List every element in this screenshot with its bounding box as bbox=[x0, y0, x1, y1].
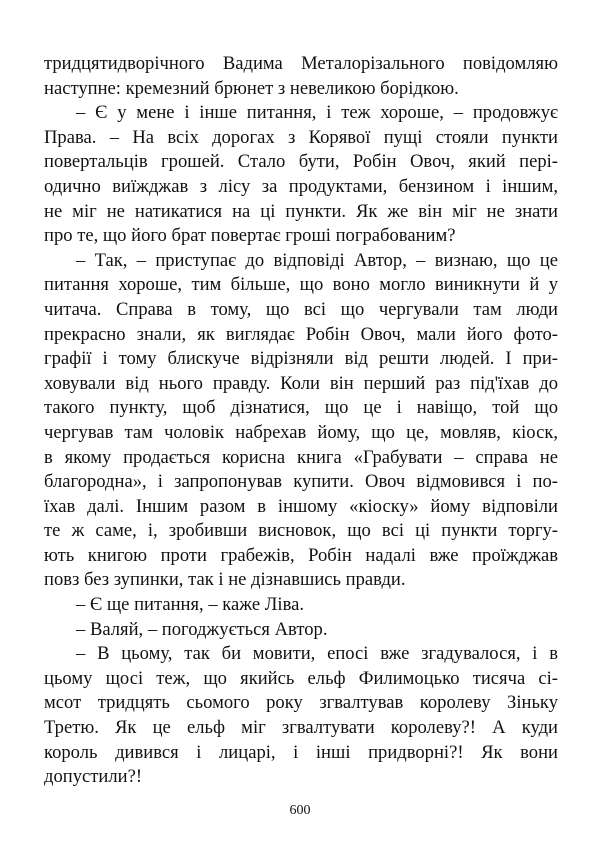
text-line: не міг не натикатися на ці пункти. Як же він міг не знати bbox=[44, 200, 558, 222]
text-line: питання хороше, тим більше, що воно могло виникнути й у bbox=[44, 274, 558, 296]
text-line: графії і тому блискуче відрізняли від решти людей. І при- bbox=[44, 348, 558, 370]
paragraph bbox=[44, 593, 558, 618]
text-line: мсот тридцять сьомого року згвалтував королеву Зіньку bbox=[44, 692, 558, 714]
text-line: – В цьому, так би мовити, епосі вже згадувалося, і в bbox=[76, 643, 558, 665]
page-body bbox=[44, 52, 558, 790]
text-line: чергував там чоловік набрехав йому, що це, мовляв, кіоск, bbox=[44, 421, 558, 443]
text-line: повз без зупинки, так і не дізнавшись правди. bbox=[44, 569, 406, 591]
text-line: благородна», і запропонував купити. Овоч відмовився і по- bbox=[44, 471, 558, 493]
text-line: такого пункту, щоб дізнатися, що це і навіщо, той що bbox=[44, 397, 558, 419]
page-number: 600 bbox=[289, 803, 311, 818]
text-line: – Так, – приступає до відповіді Автор, – визнаю, що це bbox=[76, 249, 558, 271]
text-line: повертальців грошей. Стало бути, Робін Овоч, який пері- bbox=[44, 151, 558, 173]
text-block bbox=[44, 52, 558, 790]
text-line: – Є ще питання, – каже Ліва. bbox=[76, 594, 305, 616]
paragraph bbox=[44, 52, 558, 101]
text-line: Третю. Як це ельф міг згвалтувати королеву?! А куди bbox=[44, 717, 558, 739]
paragraph bbox=[44, 101, 558, 249]
text-line: читача. Справа в тому, що всі що чергували там люди bbox=[44, 298, 558, 320]
paragraph bbox=[44, 249, 558, 593]
text-line: допустили?! bbox=[44, 766, 143, 788]
paragraph bbox=[44, 618, 558, 643]
text-line: – Є у мене і інше питання, і теж хороше, – продовжує bbox=[76, 102, 558, 124]
text-line: цьому щосі теж, що якийсь ельф Филимоцько тисяча сі- bbox=[44, 667, 558, 689]
text-line: про те, що його брат повертає гроші пограбованим? bbox=[44, 225, 456, 247]
text-line: те ж саме, і, зробивши висновок, що всі ці пункти торгу- bbox=[44, 520, 558, 542]
text-line: ють книгою проти грабежів, Робін надалі вже проїжджав bbox=[44, 544, 558, 566]
text-line: тридцятидворічного Вадима Металорізального повідомляю bbox=[44, 53, 558, 74]
text-line: король дивився і лицарі, і інші придворні?! Як вони bbox=[44, 741, 558, 763]
text-line: ховували від нього правду. Коли він перший раз під'їхав до bbox=[44, 372, 558, 394]
text-line: одично виїжджав з лісу за продуктами, бензином і іншим, bbox=[44, 175, 558, 197]
text-line: – Валяй, – погоджується Автор. bbox=[76, 618, 328, 640]
text-line: Права. – На всіх дорогах з Корявої пущі стояли пункти bbox=[44, 126, 558, 148]
text-line: в якому продається корисна книга «Грабувати – справа не bbox=[44, 446, 558, 468]
text-line: прекрасно знали, як виглядає Робін Овоч, мали його фото- bbox=[44, 323, 558, 345]
paragraph bbox=[44, 642, 558, 790]
text-line: їхав далі. Іншим разом в іншому «кіоску» йому відповіли bbox=[44, 495, 558, 517]
text-line: наступне: кремезний брюнет з невеликою борідкою. bbox=[44, 77, 459, 99]
